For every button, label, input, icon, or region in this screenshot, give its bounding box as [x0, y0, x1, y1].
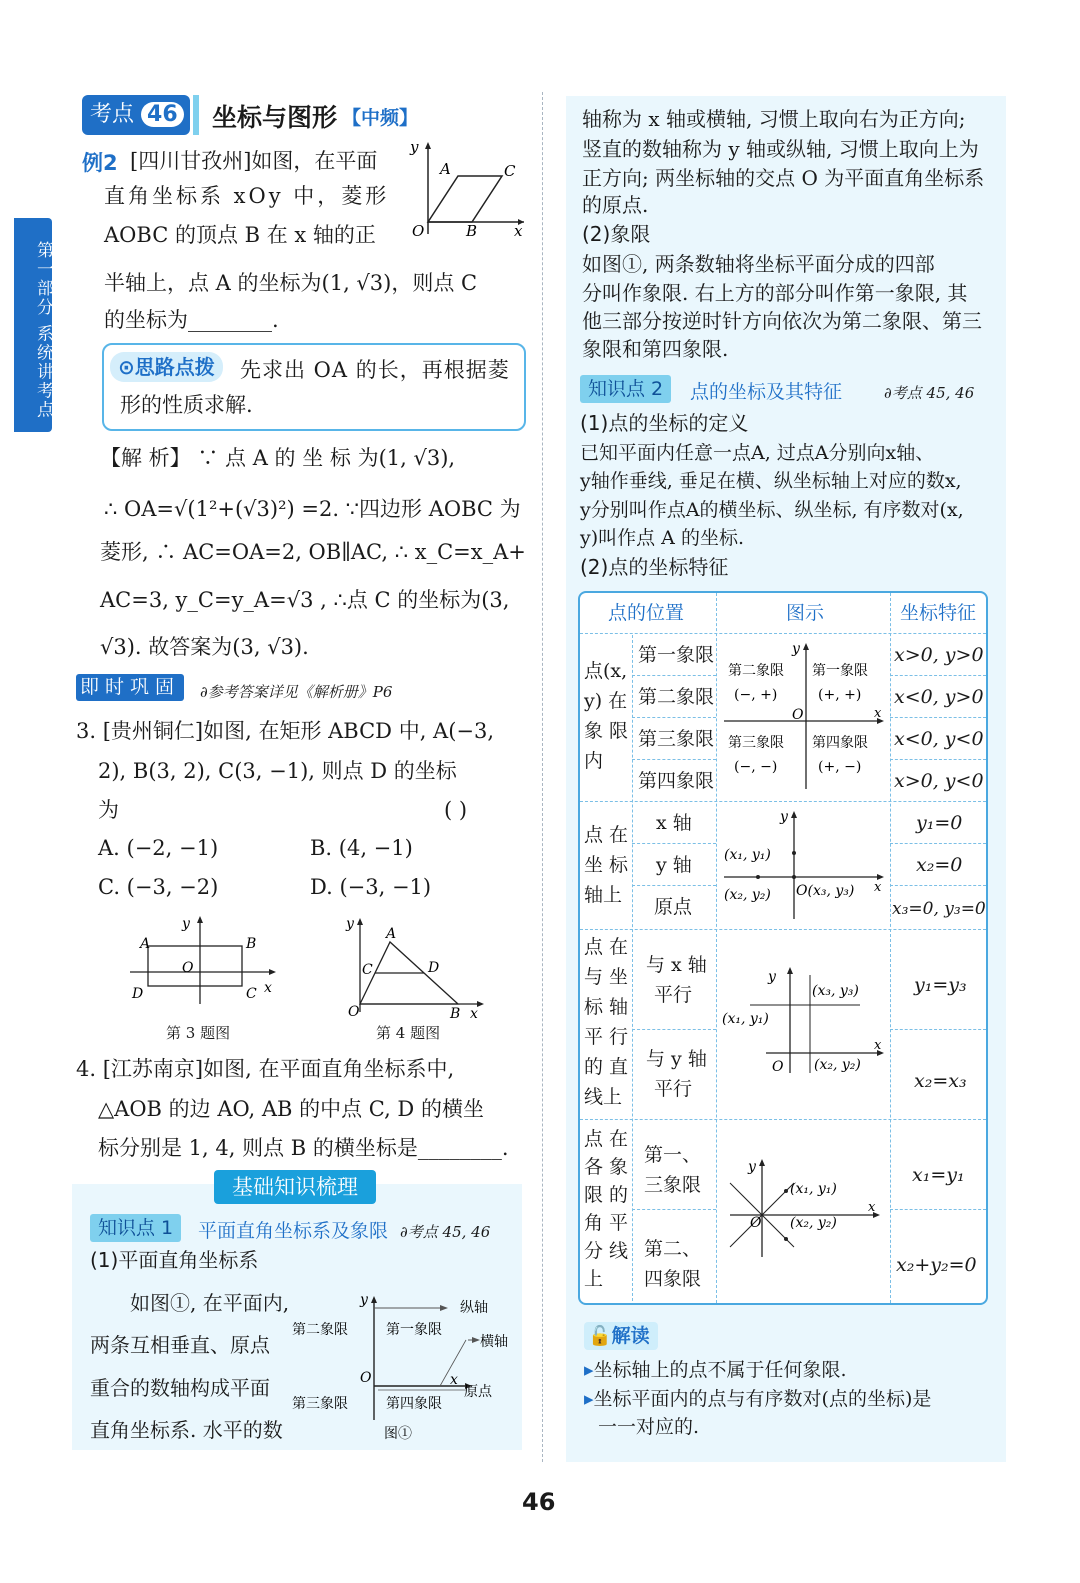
svg-text:O: O — [360, 1370, 372, 1386]
side-section-tab: 第一部分 系统讲考点 — [14, 218, 52, 432]
example-line: 直角坐标系 xOy 中，菱形 — [104, 184, 390, 208]
row-feature: x₁=y₁ — [912, 1164, 965, 1186]
svg-text:(x₁, y₁): (x₁, y₁) — [724, 847, 771, 863]
svg-text:y: y — [360, 1292, 368, 1308]
kp2-reference-text: 考点 45, 46 — [891, 384, 975, 402]
svg-text:y: y — [748, 1159, 756, 1175]
figure1-quadrants — [290, 1290, 522, 1446]
group-label: 分 线 — [584, 1240, 629, 1262]
section-banner: 基础知识梳理 — [214, 1170, 376, 1204]
svg-text:y: y — [182, 916, 190, 932]
svg-text:第三象限: 第三象限 — [728, 735, 784, 751]
kp2-body-line: 已知平面内任意一点A, 过点A分别向x轴、 — [580, 442, 935, 464]
q3-answer-paren: ( ) — [444, 798, 468, 822]
row-position: 平行 — [654, 1078, 693, 1100]
row-position: x 轴 — [656, 812, 692, 834]
right-text-line: 正方向; 两坐标轴的交点 O 为平面直角坐标系 — [582, 166, 985, 190]
row-position: y 轴 — [656, 854, 692, 876]
svg-text:第三象限: 第三象限 — [292, 1396, 348, 1412]
kp1-tag: 知识点 1 — [90, 1214, 181, 1242]
right-text-line: 的原点. — [582, 193, 649, 217]
kp2-body-line: y分别叫作点A的横坐标、纵坐标, 有序数对(x, — [580, 499, 964, 521]
svg-text:y: y — [792, 641, 800, 657]
label-x: x — [514, 222, 523, 240]
group-label: 轴上 — [584, 884, 623, 906]
group-label: 各 象 — [584, 1156, 629, 1178]
group-label: 平 行 — [584, 1026, 629, 1048]
kp1-subheading: (1)平面直角坐标系 — [90, 1248, 259, 1272]
group-label: 象 限 — [584, 720, 629, 742]
row-position: 与 x 轴 — [646, 954, 707, 976]
q4-line: 4. [江苏南京]如图, 在平面直角坐标系中, — [76, 1057, 455, 1081]
group-label: 点(x, — [584, 660, 628, 682]
q3-caption: 第 3 题图 — [166, 1024, 231, 1042]
practice-reference-text: 参考答案详见《解析册》P6 — [207, 683, 393, 701]
kp2-subheading: (1)点的坐标的定义 — [580, 411, 749, 435]
note-tag — [584, 1322, 658, 1350]
svg-text:第四象限: 第四象限 — [386, 1396, 442, 1412]
group-label: 标 轴 — [584, 996, 629, 1018]
svg-text:C: C — [362, 962, 373, 978]
note-item — [584, 1384, 931, 1414]
right-text-line: 分叫作象限. 右上方的部分叫作第一象限, 其 — [582, 281, 968, 305]
row-position: 原点 — [654, 896, 693, 918]
axis-point-figure — [720, 805, 888, 925]
solution-line: 【解 析】 ∵ 点 A 的 坐 标 为(1, √3), — [100, 446, 456, 470]
svg-text:第二象限: 第二象限 — [728, 663, 784, 679]
group-label: 点 在 — [584, 824, 629, 846]
group-label: 坐 标 — [584, 854, 629, 876]
bullet-icon: ▸ — [584, 1388, 594, 1410]
kp1-body-line: 重合的数轴构成平面 — [90, 1376, 270, 1400]
svg-text:第二象限: 第二象限 — [292, 1322, 348, 1338]
svg-text:x: x — [874, 880, 882, 895]
row-feature: x₂+y₂=0 — [896, 1254, 977, 1276]
svg-text:横轴: 横轴 — [480, 1334, 508, 1350]
svg-text:A: A — [386, 926, 397, 942]
right-subheading: (2)象限 — [582, 222, 651, 246]
quadrant-sign-figure — [720, 637, 888, 797]
q3-option: B. (4, −1) — [310, 836, 413, 860]
y-arrow — [425, 142, 431, 149]
svg-text:D: D — [132, 986, 144, 1002]
note-item-text: 坐标轴上的点不属于任何象限. — [593, 1359, 847, 1381]
svg-text:B: B — [450, 1006, 461, 1020]
parallel-line-figure — [720, 961, 888, 1081]
table-header: 图示 — [786, 602, 825, 624]
example-rhombus-figure — [398, 138, 532, 242]
q3-rectangle-figure — [126, 912, 282, 1008]
label-o: O — [412, 222, 425, 240]
svg-text:x: x — [264, 980, 272, 996]
kp2-body-line: y轴作垂线, 垂足在横、纵坐标轴上对应的数x, — [580, 470, 962, 492]
frequency-tag: 【中频】 — [342, 107, 419, 129]
row-position: 三象限 — [644, 1174, 702, 1196]
row-feature: x>0, y<0 — [894, 770, 984, 792]
topic-badge-prefix: 考点 — [90, 102, 135, 127]
kp2-tag: 知识点 2 — [580, 375, 671, 403]
row-feature: x<0, y<0 — [894, 728, 984, 750]
svg-text:O: O — [792, 707, 804, 723]
note-item-text: 坐标平面内的点与有序数对(点的坐标)是 — [593, 1388, 932, 1410]
svg-text:y: y — [346, 916, 354, 932]
hint-text: 先求出 OA 的长，再根据菱 — [240, 358, 510, 382]
right-text-line: 轴称为 x 轴或横轴, 习惯上取向右为正方向; — [582, 107, 966, 131]
svg-text:D: D — [428, 960, 440, 976]
row-position: 第一象限 — [638, 644, 715, 666]
svg-text:A: A — [140, 936, 151, 952]
solution-line: 菱形, ∴ AC=OA=2, OB∥AC, ∴ x_C=x_A+ — [100, 540, 526, 564]
label-c: C — [504, 162, 516, 180]
svg-text:原点: 原点 — [464, 1384, 492, 1400]
svg-text:第一象限: 第一象限 — [386, 1322, 442, 1338]
table-header: 点的位置 — [608, 602, 685, 624]
svg-text:(+, +): (+, +) — [818, 687, 862, 703]
practice-reference — [200, 681, 392, 702]
link-icon: ∂ — [884, 384, 892, 402]
svg-text:O: O — [772, 1059, 784, 1075]
svg-text:x: x — [868, 1200, 876, 1215]
kp1-reference-text: 考点 45, 46 — [407, 1223, 491, 1241]
svg-text:(−, +): (−, +) — [734, 687, 778, 703]
svg-text:C: C — [246, 986, 257, 1002]
svg-text:图①: 图① — [384, 1426, 412, 1442]
svg-text:B: B — [246, 936, 257, 952]
row-position: 第四象限 — [638, 770, 715, 792]
group-label: 内 — [584, 750, 604, 772]
kp1-reference — [400, 1221, 490, 1242]
topic-title: 坐标与图形 — [212, 103, 338, 132]
hint-tag — [110, 352, 223, 382]
label-b: B — [466, 222, 478, 240]
note-item — [584, 1355, 847, 1385]
group-label: 限 的 — [584, 1184, 629, 1206]
kp2-body-line: y)叫作点 A 的坐标. — [580, 527, 744, 549]
q3-line: 3. [贵州铜仁]如图, 在矩形 ABCD 中, A(−3, — [76, 719, 495, 743]
q4-triangle-figure — [340, 912, 490, 1020]
note-tag-label: 解读 — [611, 1325, 650, 1347]
q4-caption: 第 4 题图 — [376, 1024, 441, 1042]
svg-text:(x₁, y₁): (x₁, y₁) — [722, 1011, 769, 1027]
svg-text:(+, −): (+, −) — [818, 759, 862, 775]
group-label: 点 在 — [584, 936, 629, 958]
group-label: 的 直 — [584, 1056, 629, 1078]
row-feature: y₁=y₃ — [914, 974, 967, 996]
topic-badge — [82, 95, 190, 135]
svg-text:(−, −): (−, −) — [734, 759, 778, 775]
row-position: 第二象限 — [638, 686, 715, 708]
label-y: y — [410, 138, 419, 156]
example-label: 例2 — [82, 151, 118, 175]
table-header: 坐标特征 — [900, 602, 977, 624]
q3-option: D. (−3, −1) — [310, 875, 432, 899]
rhombus — [428, 176, 502, 222]
label-a: A — [440, 160, 451, 178]
svg-text:O(x₃, y₃): O(x₃, y₃) — [796, 883, 855, 899]
svg-text:x: x — [470, 1006, 478, 1020]
row-feature: y₁=0 — [916, 812, 963, 834]
kp2-reference — [884, 382, 974, 403]
bisector-figure — [720, 1153, 888, 1263]
kp2-subheading: (2)点的坐标特征 — [580, 555, 729, 579]
group-label: 与 坐 — [584, 966, 629, 988]
right-text-line: 象限和第四象限. — [582, 337, 729, 361]
kp1-body-line: 两条互相垂直、原点 — [90, 1333, 270, 1357]
group-label: 线上 — [584, 1086, 623, 1108]
solution-line: √3). 故答案为(3, √3). — [100, 635, 309, 659]
hint-tag-label: 思路点拨 — [134, 355, 215, 379]
svg-text:第四象限: 第四象限 — [812, 735, 868, 751]
topic-badge-number: 46 — [141, 102, 184, 127]
group-label: y) 在 — [584, 690, 628, 712]
example-line: 半轴上，点 A 的坐标为(1, √3)，则点 C — [104, 271, 478, 295]
svg-text:y: y — [768, 969, 776, 985]
group-label: 点 在 — [584, 1128, 629, 1150]
right-text-line: 他三部分按逆时针方向依次为第二象限、第三 — [582, 309, 982, 333]
svg-text:(x₂, y₂): (x₂, y₂) — [814, 1057, 861, 1073]
svg-text:x: x — [450, 1372, 458, 1388]
coordinate-feature-table — [578, 591, 988, 1305]
row-feature: x>0, y>0 — [894, 644, 984, 666]
svg-text:纵轴: 纵轴 — [460, 1300, 488, 1316]
group-label: 上 — [584, 1268, 604, 1290]
practice-title: 即时巩固 — [76, 674, 184, 701]
row-feature: x₂=x₃ — [914, 1070, 967, 1092]
right-text-line: 竖直的数轴称为 y 轴或纵轴, 习惯上取向上为 — [582, 137, 979, 161]
page-number: 46 — [522, 1488, 556, 1516]
hint-text: 形的性质求解. — [120, 393, 253, 417]
q3-line: 2), B(3, 2), C(3, −1), 则点 D 的坐标 — [98, 759, 457, 783]
note-item: 一一对应的. — [598, 1416, 700, 1438]
svg-text:x: x — [874, 706, 882, 721]
q3-line: 为 — [98, 798, 119, 822]
example-line: AOBC 的顶点 B 在 x 轴的正 — [104, 223, 376, 247]
column-divider — [542, 92, 543, 1462]
svg-text:(x₁, y₁): (x₁, y₁) — [790, 1181, 837, 1197]
svg-text:x: x — [874, 1038, 882, 1053]
svg-text:O: O — [182, 960, 194, 976]
row-position: 第二、 — [644, 1238, 702, 1260]
link-icon: ∂ — [400, 1223, 408, 1241]
row-position: 与 y 轴 — [646, 1048, 707, 1070]
solution-line: ∴ OA=√(1²+(√3)²) =2. ∵四边形 AOBC 为 — [104, 497, 521, 521]
svg-text:O: O — [750, 1215, 762, 1231]
lock-icon: 🔓 — [588, 1325, 612, 1347]
bullet-icon: ▸ — [584, 1359, 594, 1381]
group-label: 角 平 — [584, 1212, 629, 1234]
row-position: 第一、 — [644, 1144, 702, 1166]
q3-option: C. (−3, −2) — [98, 875, 219, 899]
link-icon: ∂ — [200, 683, 208, 701]
example-line: 的坐标为________. — [104, 308, 279, 332]
solution-line: AC=3, y_C=y_A=√3 , ∴点 C 的坐标为(3, — [100, 588, 510, 612]
svg-text:(x₂, y₂): (x₂, y₂) — [724, 887, 771, 903]
kp2-title: 点的坐标及其特征 — [690, 381, 843, 403]
row-position: 四象限 — [644, 1268, 702, 1290]
q4-line: △AOB 的边 AO, AB 的中点 C, D 的横坐 — [98, 1097, 484, 1121]
q4-line: 标分别是 1, 4, 则点 B 的横坐标是________. — [98, 1136, 509, 1160]
kp1-title: 平面直角坐标系及象限 — [198, 1220, 389, 1242]
svg-text:y: y — [780, 809, 788, 825]
check-circle-icon: ⊙ — [118, 355, 135, 379]
example-line: [四川甘孜州]如图，在平面 — [130, 149, 378, 173]
q3-option: A. (−2, −1) — [98, 836, 219, 860]
svg-text:(x₂, y₂): (x₂, y₂) — [790, 1215, 837, 1231]
kp1-body-line: 如图①, 在平面内, — [130, 1291, 290, 1315]
row-feature: x₂=0 — [916, 854, 963, 876]
svg-text:第一象限: 第一象限 — [812, 663, 868, 679]
row-position: 平行 — [654, 984, 693, 1006]
svg-text:O: O — [348, 1004, 360, 1020]
right-text-line: 如图①, 两条数轴将坐标平面分成的四部 — [582, 252, 935, 276]
row-feature: x₃=0, y₃=0 — [892, 899, 986, 919]
svg-text:(x₃, y₃): (x₃, y₃) — [812, 983, 859, 999]
row-position: 第三象限 — [638, 728, 715, 750]
kp1-body-line: 直角坐标系. 水平的数 — [90, 1418, 283, 1442]
badge-stripe — [193, 95, 199, 135]
row-feature: x<0, y>0 — [894, 686, 984, 708]
